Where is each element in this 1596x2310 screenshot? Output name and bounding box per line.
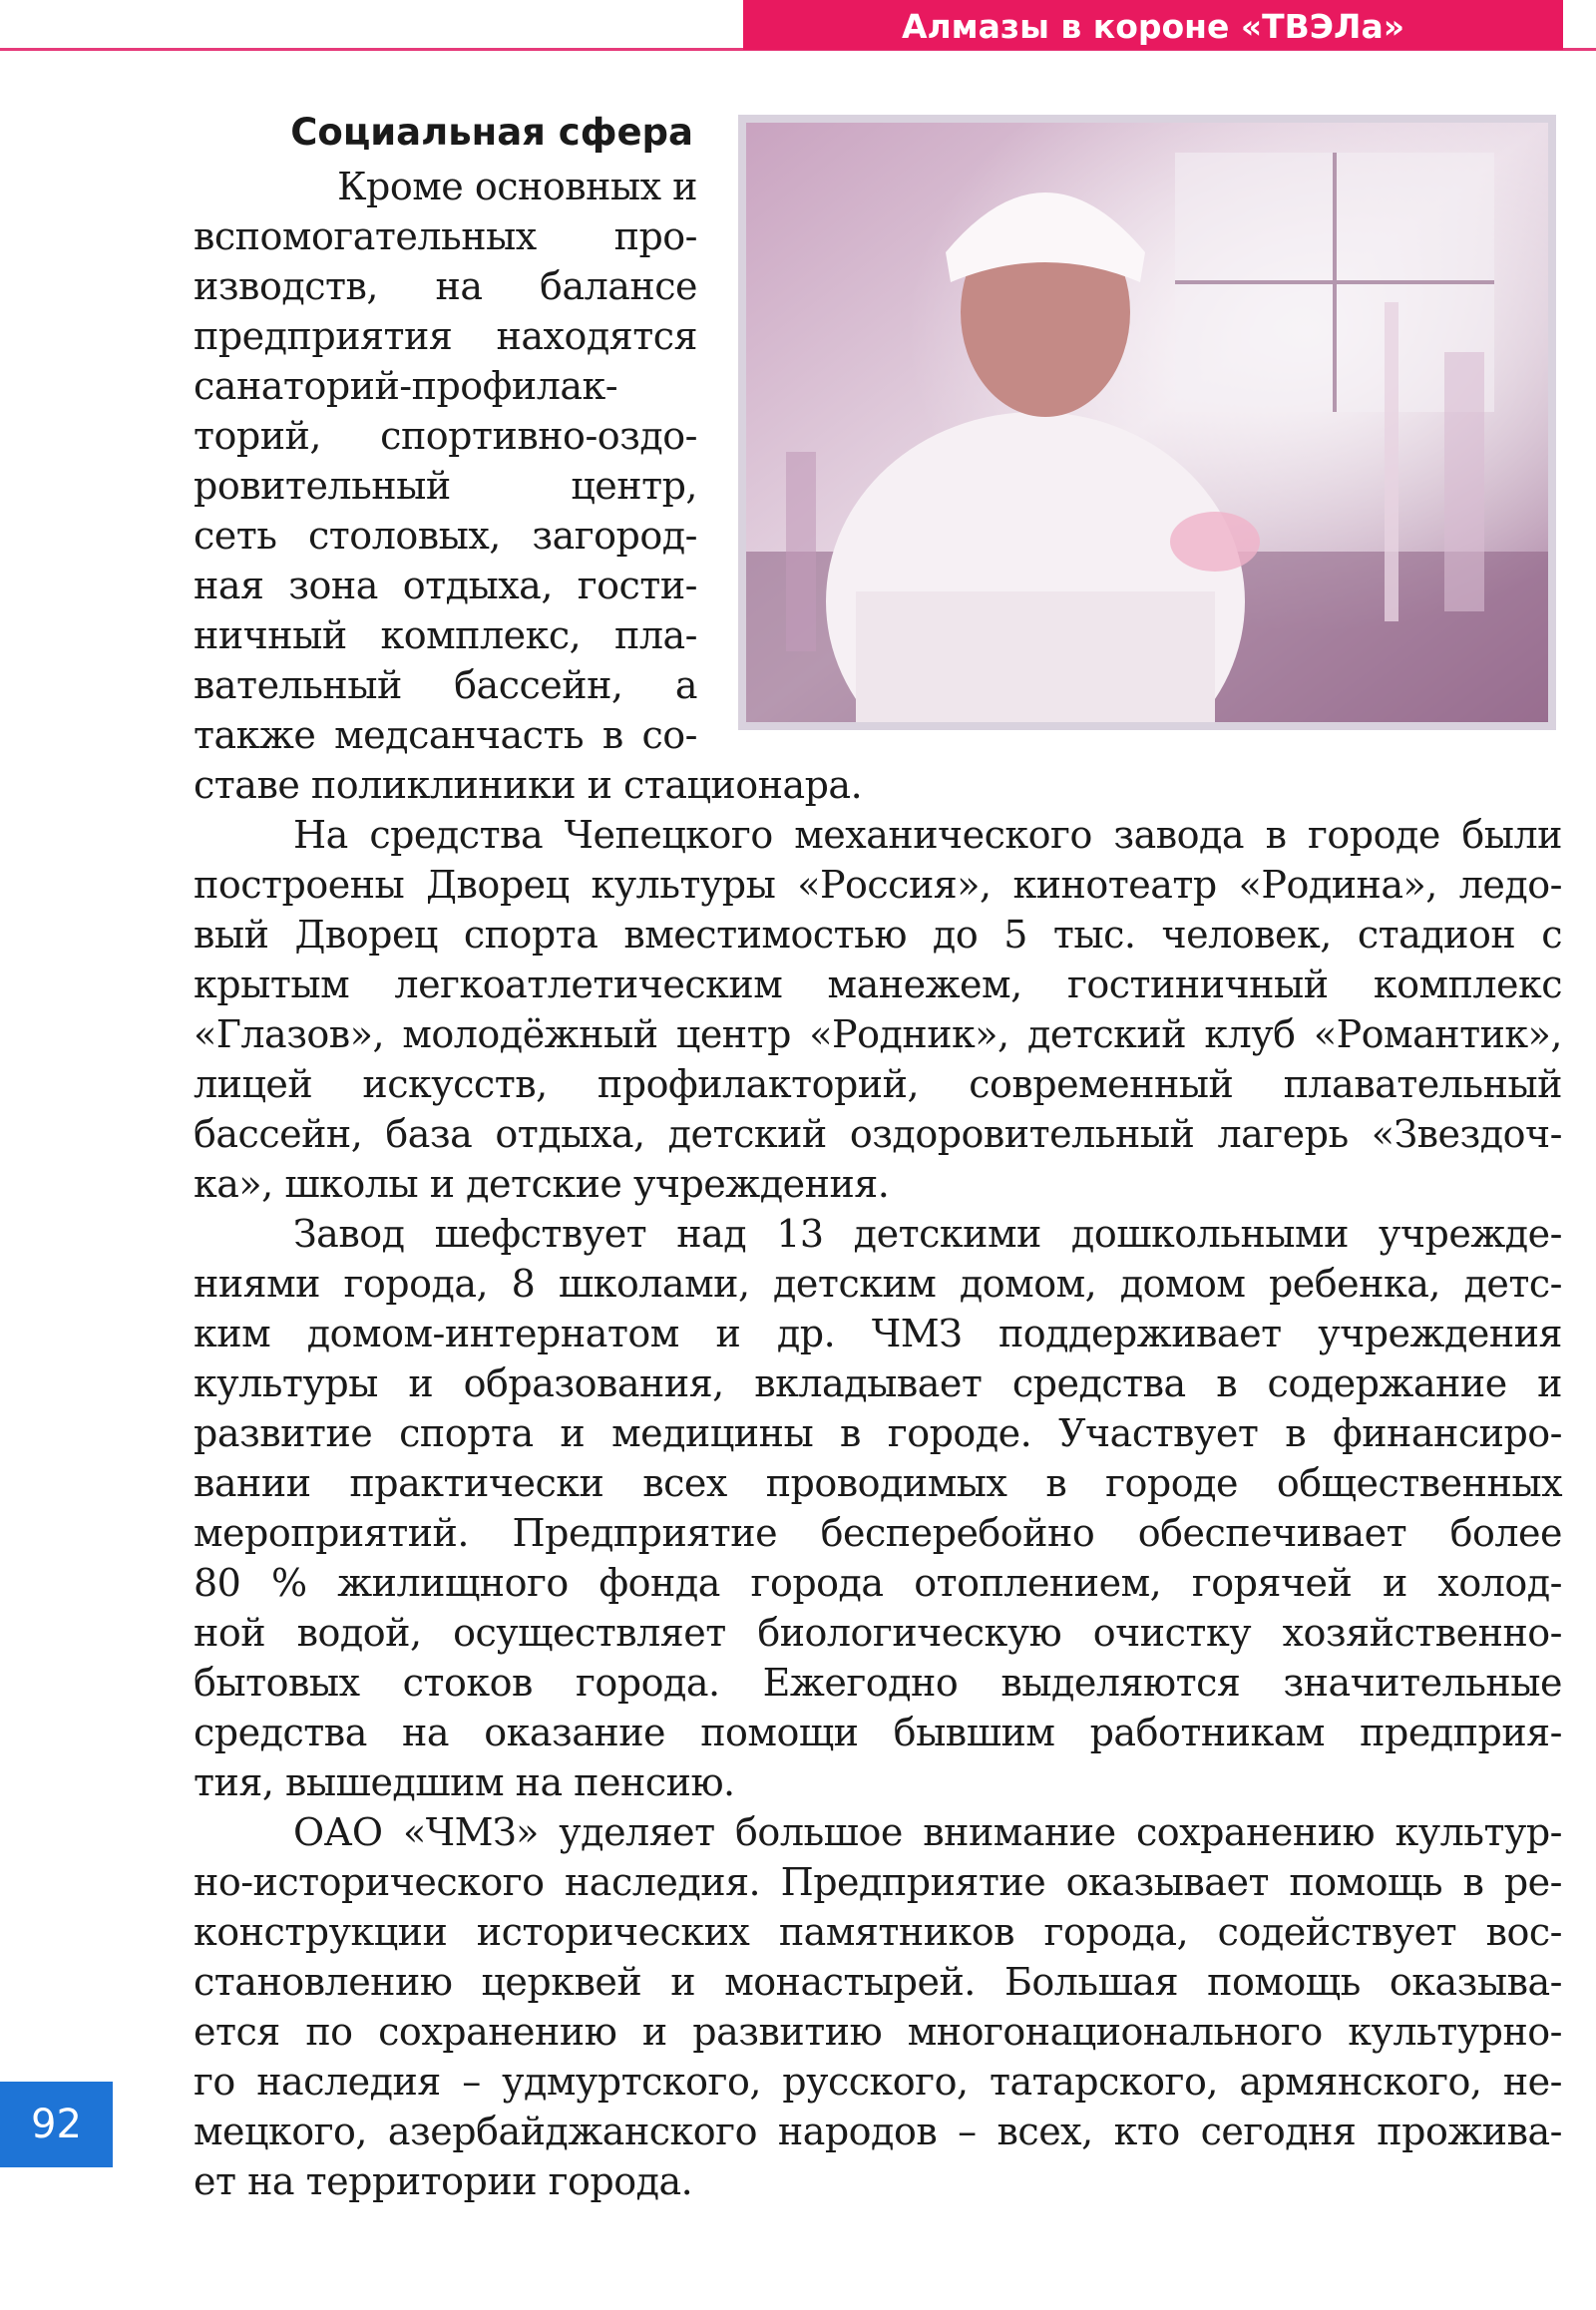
text-line: предприятия находятся [194,314,697,358]
text-line: вательный бассейн, а [194,663,697,707]
text-line: конструкции исторических памятников города, содействует вос- [194,1910,1562,1954]
running-header: Алмазы в короне «ТВЭЛа» [743,0,1563,50]
text-line: ка», школы и детские учреждения. [194,1162,890,1206]
text-line: тия, вышедшим на пенсию. [194,1760,735,1804]
text-line: ет на территории города. [194,2159,693,2203]
text-line: торий, спортивно-оздо- [194,414,697,458]
text-line: ОАО «ЧМЗ» уделяет большое внимание сохранению культур- [293,1810,1562,1854]
text-line: ной водой, осуществляет биологическую очистку хозяйственно- [194,1611,1562,1655]
text-line: развитие спорта и медицины в городе. Участвует в финансиро- [194,1411,1562,1455]
text-line: Завод шефствует над 13 детскими дошкольными учрежде- [293,1212,1562,1256]
text-line: культуры и образования, вкладывает средства в содержание и [194,1361,1562,1405]
text-line: 80 % жилищного фонда города отоплением, горячей и холод- [194,1561,1562,1605]
text-line: также медсанчасть в со- [194,713,697,757]
text-line: вспомогательных про- [194,214,697,258]
text-line: ется по сохранению и развитию многонационального культурно- [194,2010,1562,2054]
laboratory-photo [738,115,1556,730]
text-line: но-исторического наследия. Предприятие оказывает помощь в ре- [194,1860,1562,1904]
text-line: крытым легкоатлетическим манежем, гостиничный комплекс [194,962,1562,1006]
text-line: лицей искусств, профилакторий, современный плавательный [194,1062,1562,1106]
text-line: сеть столовых, загород- [194,514,697,558]
text-line: становлению церквей и монастырей. Большая помощь оказыва- [194,1960,1562,2004]
text-line: ная зона отдыха, гости- [194,564,697,607]
text-line: бассейн, база отдыха, детский оздоровительный лагерь «Звездоч- [194,1112,1562,1156]
text-line: изводств, на балансе [194,264,697,308]
text-line: «Глазов», молодёжный центр «Родник», детский клуб «Романтик», [194,1012,1562,1056]
text-line: средства на оказание помощи бывшим работникам предприя- [194,1711,1562,1754]
text-line: ниями города, 8 школами, детским домом, домом ребенка, детс- [194,1262,1562,1306]
text-line: На средства Чепецкого механического завода в городе были [293,813,1562,857]
text-line: построены Дворец культуры «Россия», кинотеатр «Родина», ледо- [194,863,1562,907]
text-line: вании практически всех проводимых в городе общественных [194,1461,1562,1505]
text-line: Кроме основных и [337,165,697,208]
text-line: го наследия – удмуртского, русского, татарского, армянского, не- [194,2060,1562,2104]
text-line: ровительный центр, [194,464,697,508]
text-line: ким домом-интернатом и др. ЧМЗ поддерживает учреждения [194,1312,1562,1355]
section-heading: Социальная сфера [290,111,693,154]
text-line: вый Дворец спорта вместимостью до 5 тыс. человек, стадион с [194,913,1562,957]
text-line: санаторий-профилак- [194,364,618,408]
text-line: бытовых стоков города. Ежегодно выделяются значительные [194,1661,1562,1705]
text-line: ничный комплекс, пла- [194,613,697,657]
text-line: мецкого, азербайджанского народов – всех, кто сегодня прожива- [194,2110,1562,2153]
text-line: ставе поликлиники и стационара. [194,763,863,807]
page-number: 92 [0,2082,113,2167]
text-line: мероприятий. Предприятие бесперебойно обеспечивает более [194,1511,1562,1555]
